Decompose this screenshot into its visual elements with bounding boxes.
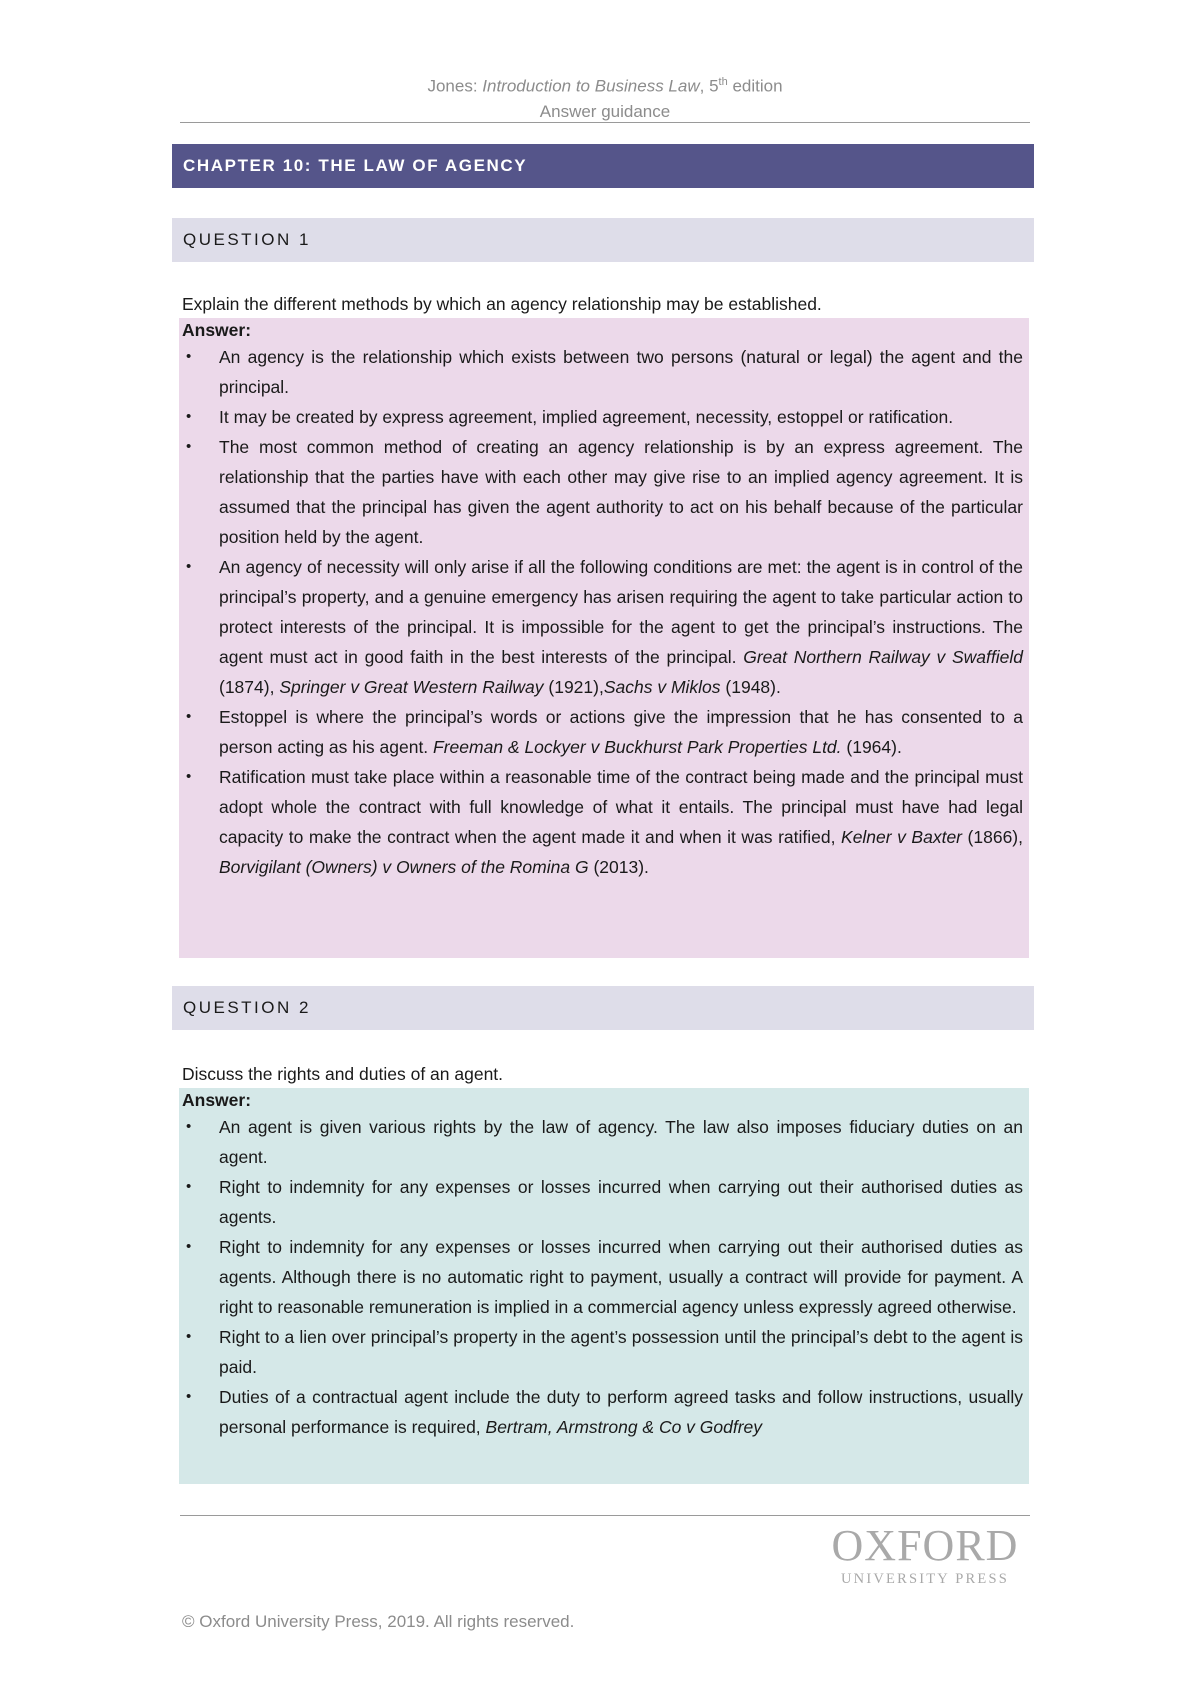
answer-label: Answer: bbox=[182, 1090, 252, 1110]
header-subtitle: Answer guidance bbox=[539, 101, 671, 121]
answer-bullet-item bbox=[182, 1322, 1023, 1382]
answer-bullet-list bbox=[182, 342, 1023, 882]
question-2-answer bbox=[179, 1088, 1029, 1484]
case-citation: Borvigilant (Owners) v Owners of the Romina G bbox=[219, 857, 589, 877]
bullet-text: (1874), bbox=[219, 677, 280, 697]
bullet-icon: • bbox=[186, 708, 192, 725]
footer-divider bbox=[180, 1515, 1030, 1516]
bullet-text: Ratification must take place within a reasonable time of the contract being made and the principal must adopt whole the contract with full knowledge of what it entails. The principal must have had legal capacity to make the contract when the agent made it and when it was ratified, bbox=[219, 767, 1023, 847]
question-1-prompt: Explain the different methods by which an agency relationship may be established. bbox=[182, 294, 822, 314]
answer-bullet-list bbox=[182, 1112, 1023, 1442]
bullet-icon: • bbox=[186, 1238, 192, 1255]
bullet-text: (1866), bbox=[962, 827, 1024, 847]
answer-bullet-item bbox=[182, 762, 1023, 882]
bullet-icon: • bbox=[186, 348, 192, 365]
case-citation: Springer v Great Western Railway bbox=[279, 677, 544, 697]
bullet-text: Right to indemnity for any expenses or losses incurred when carrying out their authorised duties as agents. bbox=[219, 1177, 1023, 1227]
bullet-text: (2013). bbox=[588, 857, 649, 877]
edition-superscript: th bbox=[718, 76, 728, 88]
answer-bullet-item bbox=[182, 1172, 1023, 1232]
bullet-text: It may be created by express agreement, implied agreement, necessity, estoppel or ratification. bbox=[219, 407, 954, 427]
chapter-title: CHAPTER 10: THE LAW OF AGENCY bbox=[183, 156, 528, 175]
answer-bullet-item bbox=[182, 432, 1023, 552]
answer-bullet-item bbox=[182, 1232, 1023, 1322]
copyright-notice: © Oxford University Press, 2019. All rights reserved. bbox=[182, 1612, 575, 1631]
case-citation: Kelner v Baxter bbox=[841, 827, 963, 847]
question-1-label: QUESTION 1 bbox=[183, 230, 311, 249]
answer-label: Answer: bbox=[182, 320, 252, 340]
logo-subtitle: UNIVERSITY PRESS bbox=[840, 1571, 1009, 1587]
answer-bullet-item bbox=[182, 552, 1023, 702]
answer-bullet-item bbox=[182, 1382, 1023, 1442]
bullet-text: Estoppel is where the principal’s words or actions give the impression that he has consented to a person acting as his agent. bbox=[219, 707, 1023, 757]
chapter-heading bbox=[172, 144, 1034, 188]
bullet-text: An agent is given various rights by the law of agency. The law also imposes fiduciary duties on an agent. bbox=[219, 1117, 1023, 1167]
answer-bullet-item bbox=[182, 702, 1023, 762]
answer-bullet-item bbox=[182, 1112, 1023, 1172]
question-1-answer bbox=[179, 318, 1029, 958]
case-citation: Great Northern Railway v Swaffield bbox=[743, 647, 1024, 667]
book-reference bbox=[180, 70, 1030, 99]
edition-number: , 5 bbox=[699, 76, 719, 96]
bullet-icon: • bbox=[186, 1178, 192, 1195]
bullet-icon: • bbox=[186, 408, 192, 425]
bullet-text: Right to a lien over principal’s property in the agent’s possession until the principal’s debt to the agent is paid. bbox=[219, 1327, 1023, 1377]
bullet-text: (1921), bbox=[543, 677, 604, 697]
question-2-prompt: Discuss the rights and duties of an agent. bbox=[182, 1064, 504, 1084]
edition-label: edition bbox=[727, 76, 783, 96]
logo-wordmark: OXFORD bbox=[831, 1521, 1019, 1570]
running-header bbox=[180, 70, 1030, 124]
case-citation: Sachs v Miklos bbox=[603, 677, 721, 697]
bullet-icon: • bbox=[186, 768, 192, 785]
bullet-text: An agency is the relationship which exists between two persons (natural or legal) the agent and the principal. bbox=[219, 347, 1023, 397]
book-title: Introduction to Business Law bbox=[482, 76, 700, 96]
question-2-heading bbox=[172, 986, 1034, 1030]
case-citation: Freeman & Lockyer v Buckhurst Park Properties Ltd. bbox=[433, 737, 842, 757]
bullet-icon: • bbox=[186, 1388, 192, 1405]
header-divider bbox=[180, 122, 1030, 123]
answer-bullet-item bbox=[182, 402, 1023, 432]
oxford-logo bbox=[820, 1522, 1030, 1588]
question-1-heading bbox=[172, 218, 1034, 262]
bullet-text: Duties of a contractual agent include the duty to perform agreed tasks and follow instructions, usually personal performance is required, bbox=[219, 1387, 1023, 1437]
bullet-text: (1964). bbox=[841, 737, 902, 757]
answer-bullet-item bbox=[182, 342, 1023, 402]
bullet-icon: • bbox=[186, 438, 192, 455]
author-name: Jones: bbox=[427, 76, 483, 96]
case-citation: Bertram, Armstrong & Co v Godfrey bbox=[485, 1417, 763, 1437]
bullet-text: (1948). bbox=[720, 677, 781, 697]
bullet-text: The most common method of creating an agency relationship is by an express agreement. The relationship that the parties have with each other may give rise to an implied agency agreement. It is assumed that the principal has given the agent authority to act on his behalf because of the particular position held by the agent. bbox=[219, 437, 1023, 547]
bullet-icon: • bbox=[186, 558, 192, 575]
question-2-label: QUESTION 2 bbox=[183, 998, 311, 1017]
bullet-icon: • bbox=[186, 1118, 192, 1135]
bullet-icon: • bbox=[186, 1328, 192, 1345]
bullet-text: An agency of necessity will only arise if all the following conditions are met: the agent is in control of the principal’s property, and a genuine emergency has arisen requiring the agent to take particular action to protect interests of the principal. It is impossible for the agent to get the principal’s instructions. The agent must act in good faith in the best interests of the principal. bbox=[219, 557, 1023, 667]
bullet-text: Right to indemnity for any expenses or losses incurred when carrying out their authorised duties as agents. Although there is no automatic right to payment, usually a contract will provide for payment. A right to reasonable remuneration is implied in a commercial agency unless expressly agreed otherwise. bbox=[219, 1237, 1023, 1317]
